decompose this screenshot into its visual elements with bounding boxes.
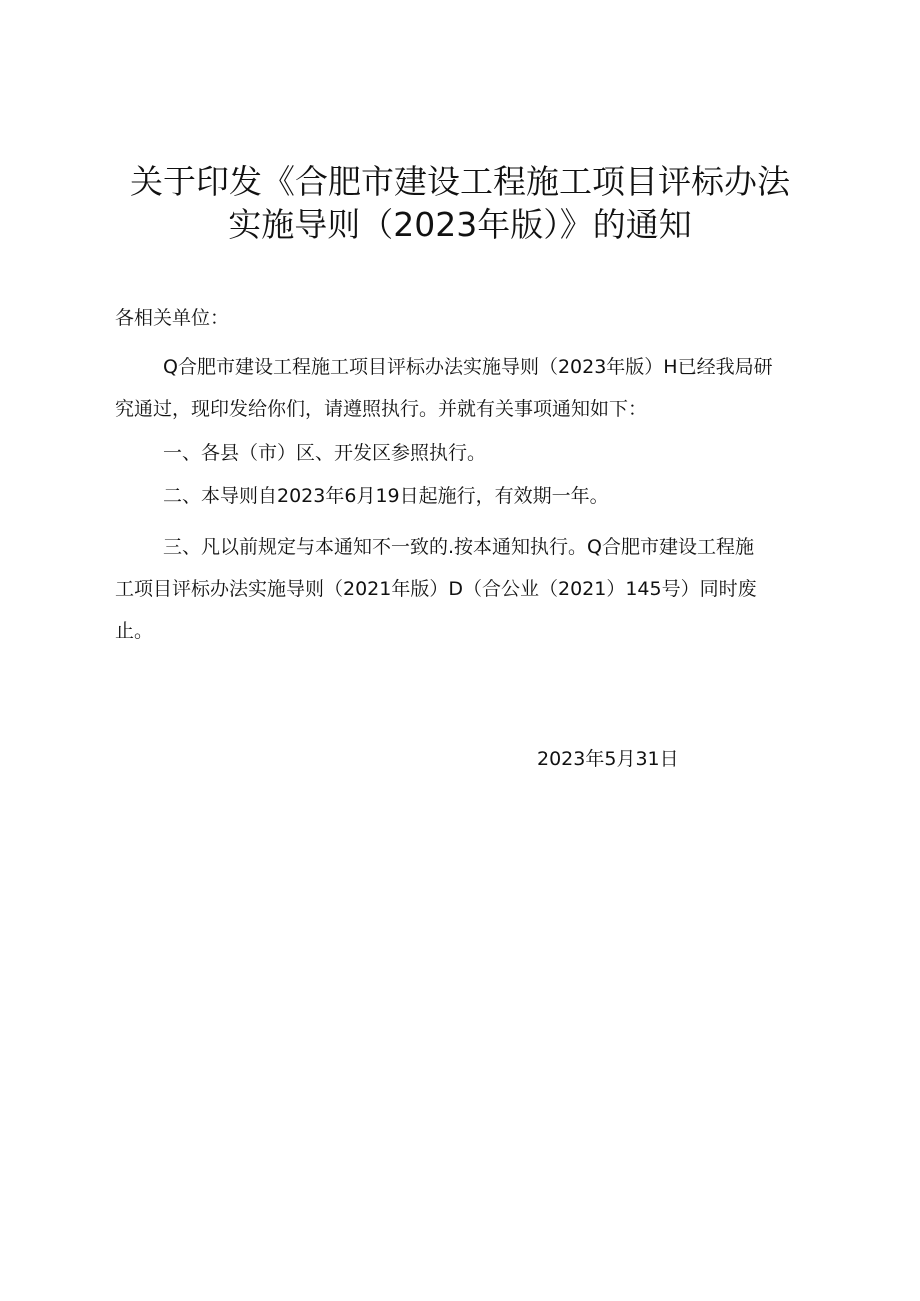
paragraph-intro-line-1: Q合肥市建设工程施工项目评标办法实施导则（2023年版）H已经我局研: [163, 356, 773, 378]
list-item-3-line-3: 止。: [115, 620, 154, 642]
list-item-3-line-1: 三、凡以前规定与本通知不一致的.按本通知执行。Q合肥市建设工程施: [163, 536, 754, 558]
list-item-3-line-2: 工项目评标办法实施导则（2021年版）D（合公业（2021）145号）同时废: [115, 578, 757, 600]
paragraph-intro: [115, 346, 815, 430]
list-item-1-text: 一、各县（市）区、开发区参照执行。: [163, 442, 487, 464]
paragraph-intro-line-2: 究通过，现印发给你们，请遵照执行。并就有关事项通知如下：: [115, 398, 648, 420]
document-title: [60, 160, 860, 246]
list-item-2: [115, 475, 815, 517]
title-line-1: 关于印发《合肥市建设工程施工项目评标办法: [130, 162, 790, 201]
salutation: 各相关单位：: [115, 307, 230, 329]
list-item-1: [115, 432, 815, 474]
document-date: 2023年5月31日: [537, 748, 679, 770]
title-line-2: 实施导则（2023年版）》的通知: [228, 205, 692, 244]
list-item-3: [115, 526, 815, 652]
list-item-2-text: 二、本导则自2023年6月19日起施行，有效期一年。: [163, 485, 609, 507]
